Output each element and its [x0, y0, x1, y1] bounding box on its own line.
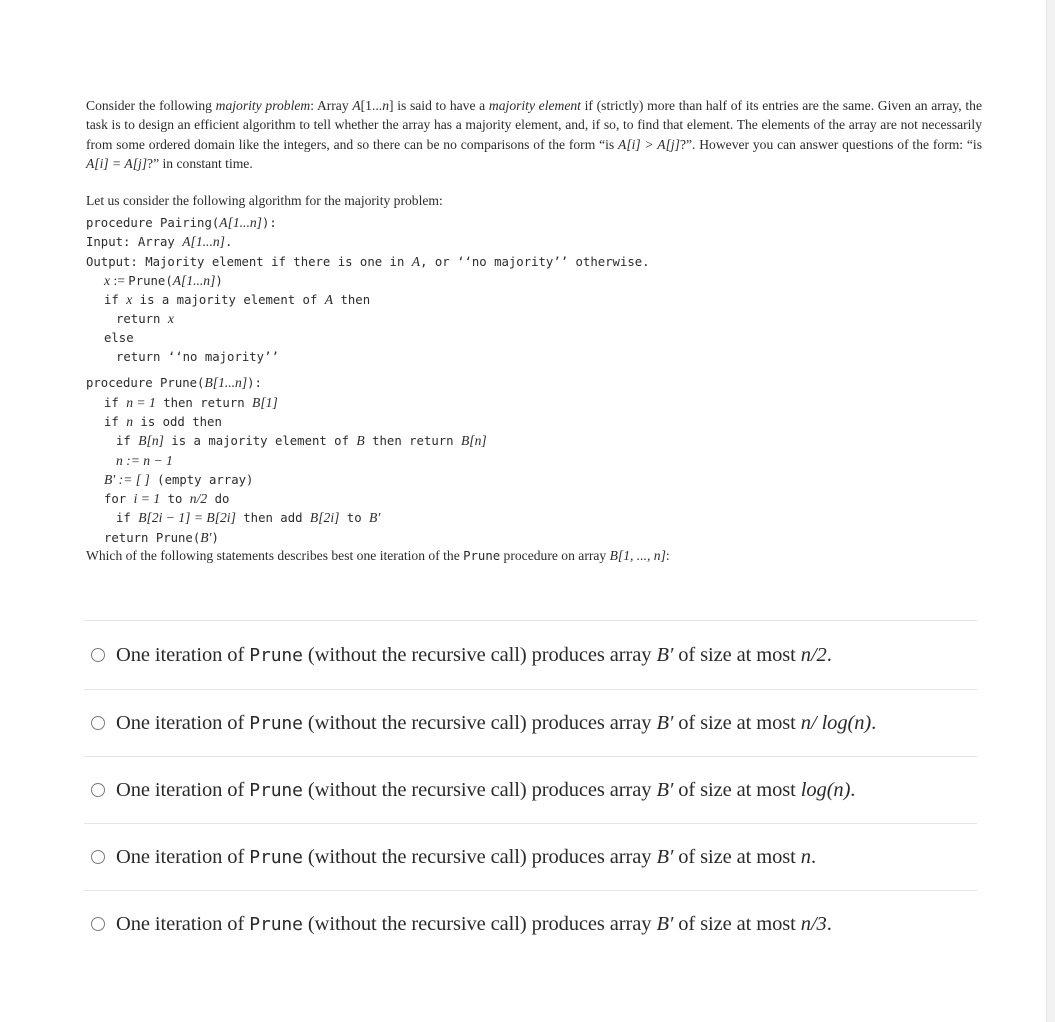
answer-option-5[interactable] [84, 890, 977, 957]
code-line: Output: Majority element if there is one in A, or ‘‘no majority’’ otherwise. [86, 253, 650, 269]
answer-option-4[interactable] [84, 823, 977, 890]
code-line: procedure Pairing(A[1...n]): [86, 215, 277, 230]
code-line: for i = 1 to n/2 do [104, 491, 230, 507]
code-line: if n is odd then [104, 413, 222, 429]
code-line: return x [116, 311, 174, 327]
pseudocode-block [86, 213, 986, 547]
radio-button-icon[interactable] [91, 716, 105, 730]
code-line: n := n − 1 [116, 452, 173, 468]
radio-button-icon[interactable] [91, 783, 105, 797]
option-label[interactable]: One iteration of Prune (without the recursive call) produces array B′ of size at most log(n). [116, 778, 856, 801]
radio-button-icon[interactable] [91, 917, 105, 931]
radio-button-icon[interactable] [91, 648, 105, 662]
option-label[interactable]: One iteration of Prune (without the recursive call) produces array B′ of size at most n. [116, 845, 816, 868]
code-line: B′ := [ ] (empty array) [104, 471, 254, 487]
code-line: if n = 1 then return B[1] [104, 394, 278, 410]
code-line: return Prune(B′) [104, 529, 219, 545]
code-line: x := Prune(A[1...n]) [104, 272, 223, 288]
code-line: if B[2i − 1] = B[2i] then add B[2i] to B′ [116, 510, 381, 526]
code-line: if B[n] is a majority element of B then return B[n] [116, 433, 487, 449]
code-line: Input: Array A[1...n]. [86, 234, 233, 250]
algorithm-intro: Let us consider the following algorithm for the majority problem: [86, 193, 443, 208]
answer-options [84, 620, 977, 957]
code-line: procedure Prune(B[1...n]): [86, 375, 262, 391]
question-text: Which of the following statements describes best one iteration of the Prune procedure on array B[1, ..., n]: [86, 548, 670, 563]
code-line: else [104, 330, 134, 345]
answer-option-1[interactable] [84, 620, 977, 689]
option-label[interactable]: One iteration of Prune (without the recursive call) produces array B′ of size at most n/3. [116, 912, 832, 935]
answer-option-2[interactable] [84, 689, 977, 756]
radio-button-icon[interactable] [91, 850, 105, 864]
answer-option-3[interactable] [84, 756, 977, 823]
problem-statement: Consider the following majority problem: Array A[1...n] is said to have a majority element if (strictly) more than half of its entries are the same. Given an array, the task is to design an efficient algorithm to tell whether the array has a majority element, and, if so, to find that element. The elements of the array are not necessarily from some ordered domain like the integers, and so there can be no comparisons of the form “is A[i] > A[j]?”. However you can answer questions of the form: “is A[i] = A[j]?” in constant time. [86, 98, 982, 171]
page-scrollbar[interactable] [1046, 0, 1055, 1022]
option-label[interactable]: One iteration of Prune (without the recursive call) produces array B′ of size at most n/2. [116, 643, 832, 666]
option-label[interactable]: One iteration of Prune (without the recursive call) produces array B′ of size at most n/ log(n). [116, 711, 877, 734]
code-line: return ‘‘no majority’’ [116, 350, 279, 365]
code-line: if x is a majority element of A then [104, 292, 371, 308]
